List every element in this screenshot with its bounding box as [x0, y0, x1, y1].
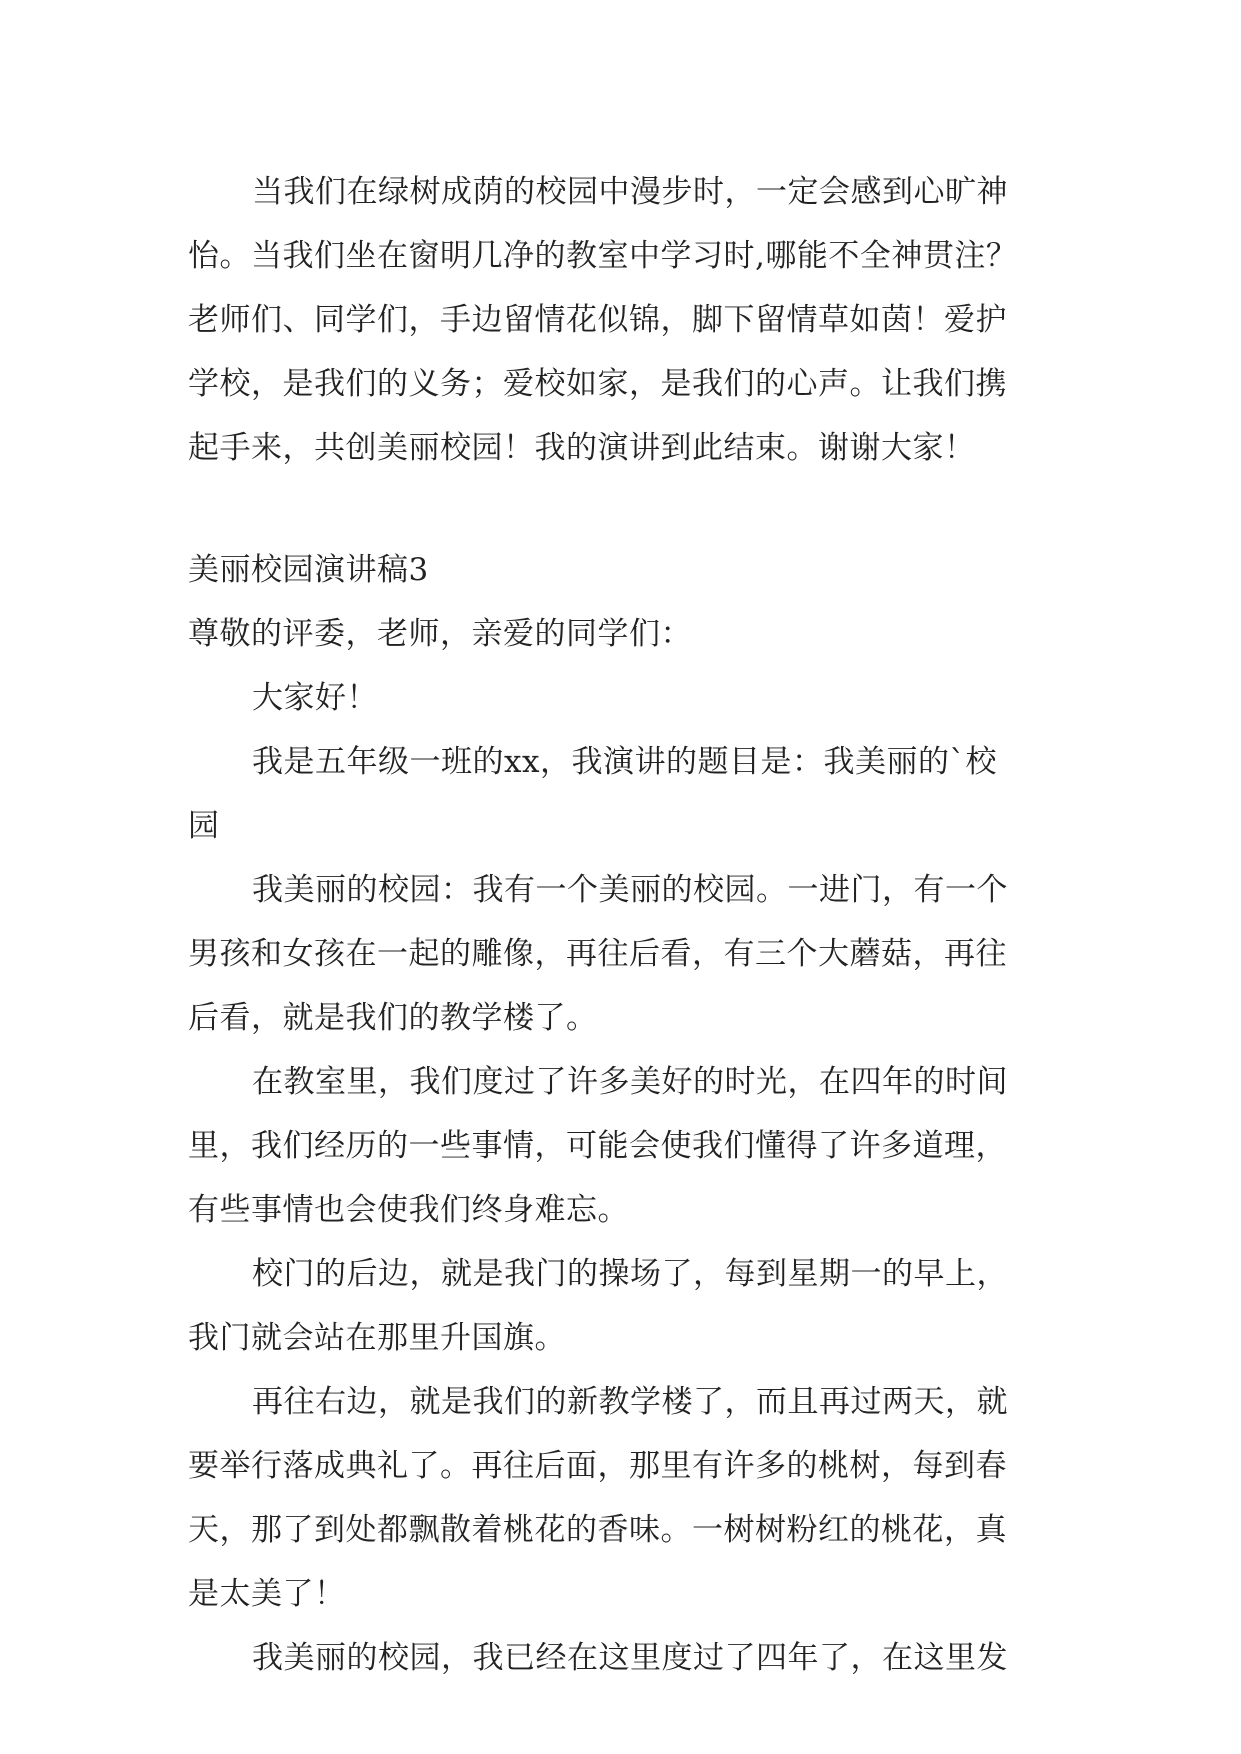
- text-line: 有些事情也会使我们终身难忘。: [188, 1192, 629, 1228]
- text-line: 是太美了！: [188, 1576, 346, 1612]
- text-line: 我门就会站在那里升国旗。: [188, 1320, 566, 1356]
- text-line: 学校，是我们的义务；爱校如家，是我们的心声。让我们携: [188, 366, 1007, 402]
- text-line: 怡。当我们坐在窗明几净的教室中学习时,哪能不全神贯注？: [188, 238, 1018, 274]
- text-line: 在教室里，我们度过了许多美好的时光，在四年的时间: [252, 1064, 1008, 1100]
- text-line: 再往右边，就是我们的新教学楼了，而且再过两天，就: [252, 1384, 1008, 1420]
- text-line: 起手来，共创美丽校园！我的演讲到此结束。谢谢大家！: [188, 430, 976, 466]
- text-line: 后看，就是我们的教学楼了。: [188, 1000, 598, 1036]
- salutation: 尊敬的评委，老师，亲爱的同学们：: [188, 616, 692, 652]
- text-line: 我美丽的校园，我已经在这里度过了四年了，在这里发: [252, 1640, 1008, 1676]
- text-line: 天，那了到处都飘散着桃花的香味。一树树粉红的桃花，真: [188, 1512, 1007, 1548]
- text-line: 男孩和女孩在一起的雕像，再往后看，有三个大蘑菇，再往: [188, 936, 1007, 972]
- section-spacer: [188, 480, 1054, 538]
- text-line: 要举行落成典礼了。再往后面，那里有许多的桃树，每到春: [188, 1448, 1007, 1484]
- text-line: 我是五年级一班的xx，我演讲的题目是：我美丽的`校: [252, 744, 997, 780]
- section-title: 美丽校园演讲稿3: [188, 552, 429, 588]
- text-line: 当我们在绿树成荫的校园中漫步时，一定会感到心旷神: [252, 174, 1008, 210]
- text-line: 老师们、同学们，手边留情花似锦，脚下留情草如茵！爱护: [188, 302, 1007, 338]
- text-line: 校门的后边，就是我门的操场了，每到星期一的早上，: [252, 1256, 1008, 1292]
- text-line: 里，我们经历的一些事情，可能会使我们懂得了许多道理，: [188, 1128, 1007, 1164]
- text-line: 我美丽的校园：我有一个美丽的校园。一进门，有一个: [252, 872, 1008, 908]
- greeting: 大家好！: [252, 680, 378, 716]
- document-body: [188, 160, 1054, 1690]
- text-line: 园: [188, 808, 220, 844]
